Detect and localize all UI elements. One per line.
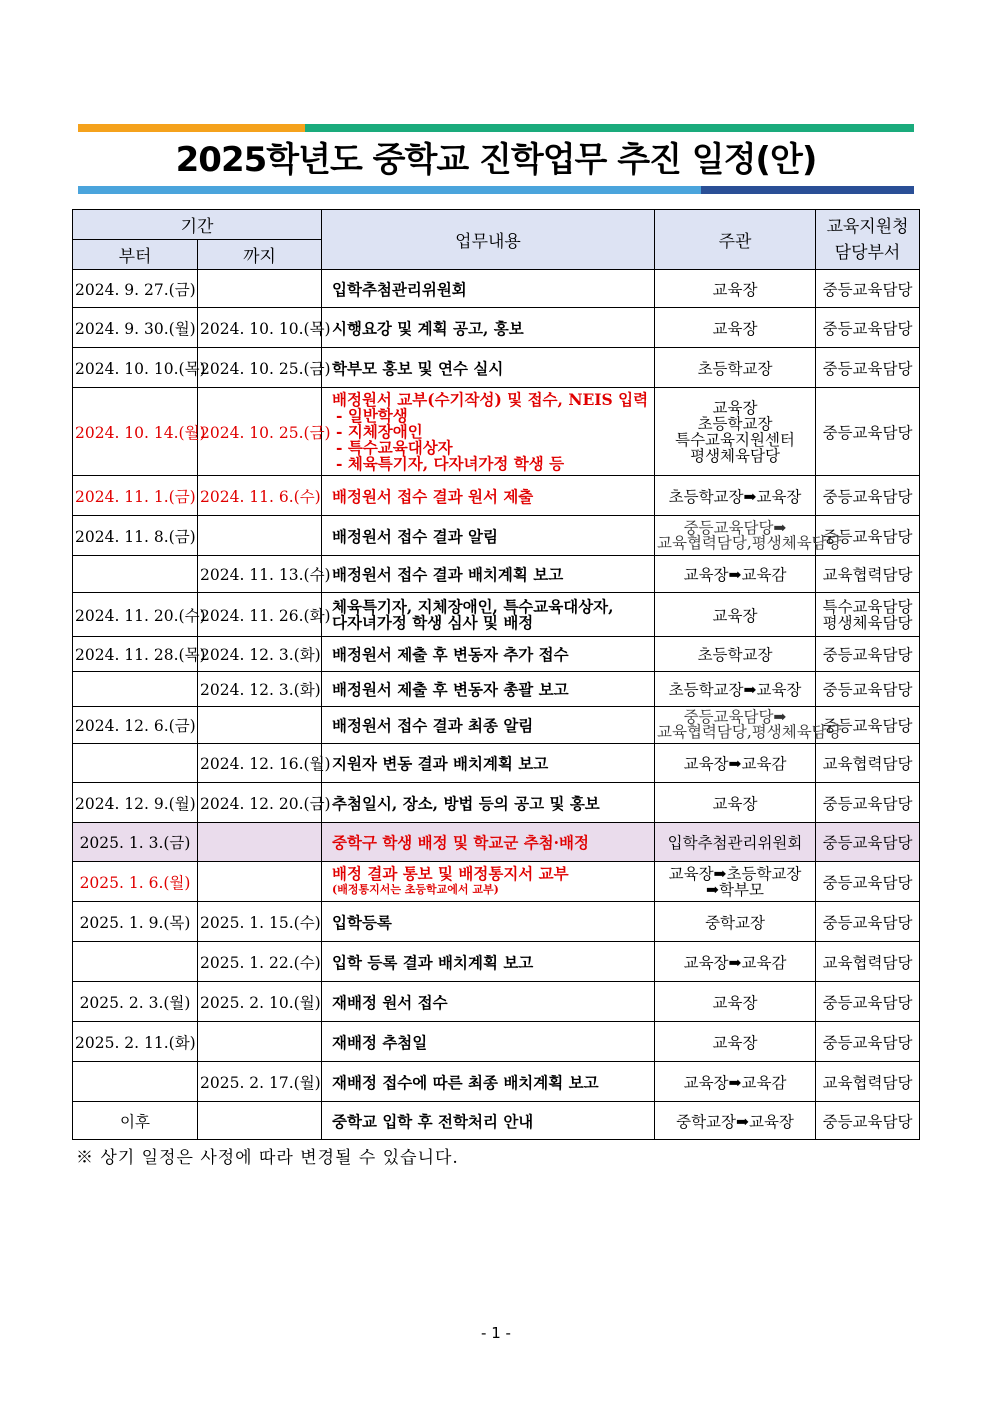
- dept-line: 중등교육담당: [822, 993, 913, 1012]
- cell-owner: [655, 862, 816, 902]
- cell-owner: [655, 593, 816, 637]
- owner-line: 초등학교장: [697, 414, 773, 433]
- cell-task: [322, 902, 655, 942]
- task-line: 배정원서 제출 후 변동자 추가 접수: [332, 645, 569, 664]
- task-line: 배정원서 접수 결과 원서 제출: [332, 486, 534, 506]
- cell-task: [322, 388, 655, 476]
- cell-dept: [816, 672, 920, 707]
- header-task: 업무내용: [322, 210, 655, 270]
- owner-line: 교육장➡교육감: [683, 1073, 787, 1092]
- cell-owner: [655, 902, 816, 942]
- dept-line: 중등교육담당: [822, 1033, 913, 1052]
- cell-to: 2024. 11. 13.(수): [198, 556, 322, 593]
- footnote: ※ 상기 일정은 사정에 따라 변경될 수 있습니다.: [76, 1148, 459, 1168]
- dept-line: 중등교육담당: [822, 280, 913, 299]
- table-row: [73, 556, 920, 593]
- cell-from: 2024. 10. 10.(목): [73, 348, 198, 388]
- cell-to: 2024. 10. 10.(목): [198, 308, 322, 348]
- cell-task: [322, 672, 655, 707]
- task-line: 재배정 원서 접수: [332, 992, 448, 1012]
- dept-line: 중등교육담당: [822, 717, 913, 735]
- cell-task: [322, 556, 655, 593]
- owner-line: ➡학부모: [706, 880, 764, 899]
- table-row: [73, 1102, 920, 1140]
- dept-line: 중등교육담당: [822, 913, 913, 932]
- cell-task: [322, 270, 655, 308]
- dept-line: 교육협력담당: [822, 755, 913, 773]
- cell-to: 2024. 10. 25.(금): [198, 388, 322, 476]
- header-owner: 주관: [655, 210, 816, 270]
- cell-from: 2025. 2. 3.(월): [73, 982, 198, 1022]
- cell-dept: [816, 783, 920, 823]
- task-line: - 지체장애인: [336, 421, 423, 441]
- cell-owner: [655, 1102, 816, 1140]
- dept-line: 중등교육담당: [822, 1112, 913, 1131]
- cell-from: 이후: [73, 1102, 198, 1140]
- cell-from: 2025. 1. 9.(목): [73, 902, 198, 942]
- task-line: 배정 결과 통보 및 배정통지서 교부: [332, 863, 569, 883]
- cell-task: [322, 1022, 655, 1062]
- table-row: [73, 902, 920, 942]
- owner-line: 교육장: [712, 606, 758, 625]
- cell-owner: [655, 672, 816, 707]
- cell-dept: [816, 744, 920, 783]
- task-line: 입학 등록 결과 배치계획 보고: [332, 952, 534, 972]
- cell-dept: [816, 1062, 920, 1102]
- table-row: [73, 862, 920, 902]
- dept-line: 중등교육담당: [822, 423, 913, 442]
- cell-dept: [816, 1022, 920, 1062]
- cell-task: [322, 476, 655, 516]
- cell-dept: [816, 1102, 920, 1140]
- cell-dept: [816, 823, 920, 862]
- owner-line: 교육협력담당,평생체육담당: [657, 533, 842, 552]
- owner-line: 교육장: [712, 398, 758, 417]
- cell-task: [322, 1102, 655, 1140]
- cell-task: [322, 744, 655, 783]
- owner-line: 교육장: [712, 280, 758, 299]
- cell-task: [322, 783, 655, 823]
- cell-to: 2024. 12. 16.(월): [198, 744, 322, 783]
- cell-task: [322, 942, 655, 982]
- cell-to: [198, 707, 322, 744]
- page-number: - 1 -: [481, 1324, 511, 1342]
- owner-line: 중학교장: [705, 913, 765, 932]
- cell-owner: [655, 516, 842, 556]
- task-line: - 일반학생: [336, 405, 408, 425]
- cell-to: 2025. 1. 15.(수): [198, 902, 322, 942]
- cell-owner: [655, 1022, 816, 1062]
- cell-to: 2024. 11. 6.(수): [198, 476, 322, 516]
- task-line: 배정원서 교부(수기작성) 및 접수, NEIS 입력: [332, 389, 649, 409]
- task-line: 시행요강 및 계획 공고, 홍보: [332, 318, 524, 338]
- task-line: 입학등록: [332, 912, 392, 932]
- cell-task: [322, 348, 655, 388]
- dept-line: 교육협력담당: [822, 953, 913, 972]
- cell-dept: [816, 308, 920, 348]
- cell-owner: [655, 637, 816, 672]
- cell-owner: [655, 348, 816, 388]
- table-row: [73, 1062, 920, 1102]
- task-line: 추첨일시, 장소, 방법 등의 공고 및 홍보: [332, 793, 600, 813]
- schedule-body: [73, 270, 920, 1140]
- task-line: 배정원서 접수 결과 최종 알림: [332, 716, 534, 735]
- task-line: 재배정 추첨일: [332, 1032, 428, 1052]
- table-row: [73, 783, 920, 823]
- owner-line: 중등교육담당➡: [683, 708, 787, 726]
- table-row: [73, 672, 920, 707]
- top-color-bar: [78, 124, 914, 132]
- page-title: 2025학년도 중학교 진학업무 추진 일정(안): [175, 140, 817, 180]
- dept-line: 중등교육담당: [822, 834, 913, 852]
- cell-to: 2024. 11. 26.(화): [198, 593, 322, 637]
- cell-dept: [816, 902, 920, 942]
- task-line: 배정원서 제출 후 변동자 총괄 보고: [332, 680, 569, 699]
- cell-dept: [816, 476, 920, 516]
- owner-line: 중학교장➡교육장: [676, 1112, 794, 1131]
- cell-from: 2024. 9. 27.(금): [73, 270, 198, 308]
- owner-line: 교육장: [712, 993, 758, 1012]
- header-dept: [816, 210, 920, 270]
- owner-line: 교육장: [712, 319, 758, 338]
- dept-line: 중등교육담당: [822, 873, 913, 892]
- cell-from: 2024. 9. 30.(월): [73, 308, 198, 348]
- header-dept-line2: 담당부서: [834, 242, 901, 263]
- dept-line: 교육협력담당: [822, 566, 913, 584]
- cell-to: [198, 823, 322, 862]
- cell-task: [322, 823, 655, 862]
- owner-line: 교육장➡교육감: [683, 755, 787, 773]
- cell-to: [198, 516, 322, 556]
- dept-line: 특수교육담당: [822, 597, 913, 616]
- owner-line: 교육장: [712, 1033, 758, 1052]
- cell-owner: [655, 388, 816, 476]
- cell-owner: [655, 556, 816, 593]
- table-row: [73, 593, 920, 637]
- cell-task: [322, 637, 655, 672]
- table-row: [73, 982, 920, 1022]
- table-row: [73, 308, 920, 348]
- table-row: [73, 1022, 920, 1062]
- table-row: [73, 348, 920, 388]
- dept-line: 교육협력담당: [822, 1073, 913, 1092]
- dept-line: 평생체육담당: [822, 613, 913, 632]
- dept-line: 중등교육담당: [822, 646, 913, 664]
- task-line: 입학추첨관리위원회: [332, 279, 467, 299]
- cell-task: [322, 982, 655, 1022]
- cell-task: [322, 1062, 655, 1102]
- cell-from: 2024. 11. 8.(금): [73, 516, 198, 556]
- cell-from: [73, 744, 198, 783]
- cell-to: [198, 1022, 322, 1062]
- cell-dept: [816, 270, 920, 308]
- cell-from: 2024. 11. 28.(목): [73, 637, 198, 672]
- dept-line: 중등교육담당: [822, 487, 913, 506]
- owner-line: 교육장➡교육감: [683, 953, 787, 972]
- owner-line: 중등교육담당➡: [683, 518, 787, 537]
- task-line: - 특수교육대상자: [336, 437, 453, 457]
- task-line: 중학구 학생 배정 및 학교군 추첨·배정: [332, 833, 589, 852]
- table-row: [73, 744, 920, 783]
- owner-line: 교육장➡초등학교장: [668, 864, 802, 883]
- cell-from: 2024. 12. 9.(월): [73, 783, 198, 823]
- owner-line: 초등학교장: [697, 359, 773, 378]
- cell-task: [322, 862, 655, 902]
- header-dept-line1: 교육지원청: [826, 216, 909, 237]
- table-row: [73, 270, 920, 308]
- cell-from: 2024. 11. 20.(수): [73, 593, 198, 637]
- owner-line: 교육장➡교육감: [683, 566, 787, 584]
- cell-from: [73, 942, 198, 982]
- table-row: [73, 516, 920, 556]
- cell-to: 2024. 12. 3.(화): [198, 637, 322, 672]
- cell-dept: [816, 556, 920, 593]
- task-line: 배정원서 접수 결과 알림: [332, 526, 498, 546]
- table-row: [73, 707, 920, 744]
- cell-from: [73, 1062, 198, 1102]
- task-line: 학부모 홍보 및 연수 실시: [332, 358, 504, 378]
- header-from: 부터: [73, 240, 198, 270]
- cell-from: [73, 556, 198, 593]
- cell-to: 2024. 12. 20.(금): [198, 783, 322, 823]
- table-row: [73, 637, 920, 672]
- cell-owner: [655, 308, 816, 348]
- cell-task: [322, 516, 655, 556]
- cell-owner: [655, 783, 816, 823]
- cell-to: [198, 862, 322, 902]
- cell-dept: [816, 942, 920, 982]
- cell-from: 2025. 2. 11.(화): [73, 1022, 198, 1062]
- owner-line: 특수교육지원센터: [675, 430, 795, 449]
- cell-to: 2024. 12. 3.(화): [198, 672, 322, 707]
- table-row: [73, 388, 920, 476]
- cell-dept: [816, 388, 920, 476]
- table-row: [73, 823, 920, 862]
- cell-dept: [816, 862, 920, 902]
- cell-from: 2024. 12. 6.(금): [73, 707, 198, 744]
- cell-dept: [816, 593, 920, 637]
- task-line: 중학교 입학 후 전학처리 안내: [332, 1111, 534, 1131]
- dept-line: 중등교육담당: [822, 681, 913, 699]
- dept-line: 중등교육담당: [822, 359, 913, 378]
- table-row: [73, 942, 920, 982]
- dept-line: 중등교육담당: [822, 527, 913, 546]
- cell-dept: [816, 982, 920, 1022]
- header-period: 기간: [73, 210, 322, 240]
- cell-from: 2024. 11. 1.(금): [73, 476, 198, 516]
- owner-line: 초등학교장➡교육장: [668, 487, 802, 506]
- cell-from: 2024. 10. 14.(월): [73, 388, 198, 476]
- cell-owner: [655, 270, 816, 308]
- cell-to: 2024. 10. 25.(금): [198, 348, 322, 388]
- cell-from: 2025. 1. 3.(금): [73, 823, 198, 862]
- cell-task: [322, 593, 655, 637]
- cell-task: [322, 707, 655, 744]
- owner-line: 초등학교장➡교육장: [668, 681, 802, 699]
- bottom-color-bar: [78, 186, 914, 194]
- owner-line: 입학추첨관리위원회: [667, 834, 803, 852]
- cell-to: 2025. 2. 17.(월): [198, 1062, 322, 1102]
- schedule-table: [72, 209, 920, 1140]
- task-line: 배정원서 접수 결과 배치계획 보고: [332, 565, 564, 584]
- cell-owner: [655, 823, 816, 862]
- owner-line: 초등학교장: [697, 646, 773, 664]
- cell-to: 2025. 1. 22.(수): [198, 942, 322, 982]
- cell-dept: [816, 348, 920, 388]
- owner-line: 교육장: [712, 794, 758, 813]
- cell-owner: [655, 707, 842, 744]
- header-to: 까지: [198, 240, 322, 270]
- task-line: 지원자 변동 결과 배치계획 보고: [332, 754, 549, 773]
- cell-owner: [655, 982, 816, 1022]
- cell-owner: [655, 1062, 816, 1102]
- dept-line: 중등교육담당: [822, 794, 913, 813]
- cell-to: [198, 270, 322, 308]
- cell-task: [322, 308, 655, 348]
- table-row: [73, 476, 920, 516]
- cell-owner: [655, 942, 816, 982]
- owner-line: 교육협력담당,평생체육담당: [657, 723, 842, 741]
- task-line: 다자녀가정 학생 심사 및 배정: [332, 612, 534, 632]
- cell-dept: [816, 637, 920, 672]
- cell-to: 2025. 2. 10.(월): [198, 982, 322, 1022]
- cell-owner: [655, 744, 816, 783]
- title-block: [78, 124, 914, 194]
- task-line: 재배정 접수에 따른 최종 배치계획 보고: [332, 1072, 599, 1092]
- task-line: 체육특기자, 지체장애인, 특수교육대상자,: [332, 596, 614, 616]
- dept-line: 중등교육담당: [822, 319, 913, 338]
- cell-to: [198, 1102, 322, 1140]
- task-line: (배정통지서는 초등학교에서 교부): [332, 882, 499, 896]
- cell-from: [73, 672, 198, 707]
- cell-from: 2025. 1. 6.(월): [73, 862, 198, 902]
- task-line: - 체육특기자, 다자녀가정 학생 등: [336, 453, 565, 473]
- cell-owner: [655, 476, 816, 516]
- owner-line: 평생체육담당: [690, 446, 780, 465]
